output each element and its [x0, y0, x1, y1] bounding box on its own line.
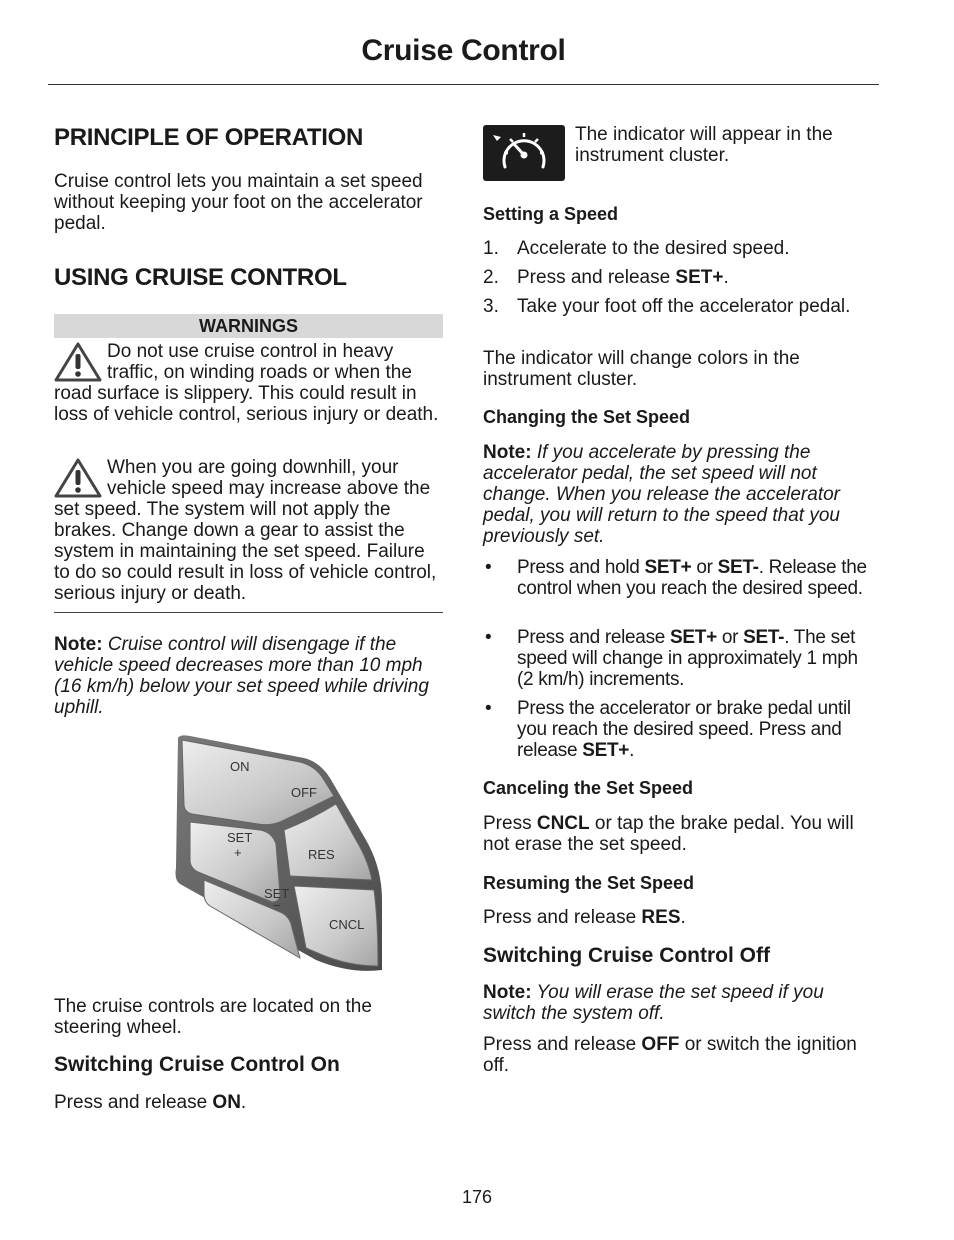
step-number: 3.	[483, 296, 499, 317]
list-item	[483, 267, 878, 289]
indicator-change-text: The indicator will change colors in the instrument cluster.	[483, 348, 800, 390]
set-plus-key-label: SET	[227, 830, 253, 845]
warning-triangle-icon	[54, 341, 107, 383]
setting-heading: Setting a Speed	[483, 204, 619, 224]
text-run: Press and release	[517, 627, 671, 648]
bullet-text	[517, 627, 878, 690]
switch-on-text	[54, 1092, 443, 1113]
text-run: or switch the ignition off.	[483, 1034, 857, 1076]
changing-heading: Changing the Set Speed	[483, 407, 691, 427]
text-run: .	[680, 907, 686, 928]
bullet: •	[485, 698, 492, 719]
note-1-text: Cruise control will disengage if the vehicle speed decreases more than 10 mph (16 km/h) below your set speed while driving uphill.	[54, 634, 429, 718]
note-label: Note:	[54, 634, 103, 655]
set-plus-key-ref: SET+	[670, 627, 717, 648]
step-text: Take your foot off the accelerator pedal.	[517, 296, 851, 317]
bullet: •	[485, 627, 492, 648]
set-minus-key-label: SET	[264, 886, 290, 901]
plus-sign: +	[234, 845, 242, 860]
warning-triangle-icon	[54, 457, 107, 499]
warning-2	[54, 457, 443, 604]
bullet-text	[517, 557, 878, 599]
text-run: .	[629, 740, 635, 761]
switch-off-text	[483, 1034, 878, 1076]
set-plus-key-ref: SET+	[582, 740, 630, 761]
location-text: The cruise controls are located on the steering wheel.	[54, 996, 372, 1038]
text-run: . Release the control when you reach the desired speed.	[517, 557, 867, 599]
text-run: .	[723, 267, 729, 288]
list-item	[483, 296, 878, 340]
cancel-text	[483, 813, 878, 855]
warnings-end-divider	[54, 612, 443, 613]
text-run: or tap the brake pedal. You will not erase the set speed.	[483, 813, 854, 855]
page-title: Cruise Control	[361, 34, 566, 67]
note-1	[54, 634, 443, 718]
text-run: Press and release	[483, 907, 642, 928]
off-key-ref: OFF	[641, 1034, 680, 1055]
set-minus-key-ref: SET-	[743, 627, 785, 648]
bullet-text	[517, 698, 878, 761]
off-key-label: OFF	[291, 785, 317, 800]
note-label: Note:	[483, 982, 532, 1003]
warning-1	[54, 341, 443, 425]
text-run: or	[716, 627, 744, 648]
step-text	[517, 267, 878, 288]
resuming-heading: Resuming the Set Speed	[483, 873, 695, 893]
text-run: Press and release	[54, 1092, 213, 1113]
cncl-key-label: CNCL	[329, 917, 365, 932]
switch-off-heading: Switching Cruise Control Off	[483, 944, 770, 967]
principle-text: Cruise control lets you maintain a set speed without keeping your foot on the accelerator pedal.	[54, 171, 423, 234]
note-3-text: You will erase the set speed if you switch the system off.	[483, 982, 824, 1024]
step-number: 2.	[483, 267, 499, 288]
set-plus-key-ref: SET+	[675, 267, 724, 288]
text-run: Press	[483, 813, 537, 834]
cruise-switch-illustration	[120, 730, 404, 976]
note-2-text: If you accelerate by pressing the accelerator pedal, the set speed will not change. When you release the accelerator pedal, you will return to the speed that you previously set.	[483, 442, 841, 547]
step-text: Accelerate to the desired speed.	[517, 238, 790, 259]
minus-sign: −	[273, 898, 281, 913]
principle-heading: PRINCIPLE OF OPERATION	[54, 124, 363, 151]
note-2	[483, 442, 878, 547]
set-minus-key-ref: SET-	[717, 557, 759, 578]
text-run: . The set speed will change in approximately 1 mph (2 km/h) increments.	[517, 627, 858, 690]
warnings-band: WARNINGS	[54, 314, 443, 338]
resume-text	[483, 907, 878, 928]
text-run: Press and release	[517, 267, 676, 288]
note-3	[483, 982, 878, 1024]
page-number: 176	[461, 1187, 493, 1207]
text-run: Press and hold	[517, 557, 645, 578]
text-run: Press and release	[483, 1034, 642, 1055]
cruise-indicator-icon	[483, 125, 565, 181]
text-run: .	[240, 1092, 247, 1113]
text-run: Press the accelerator or brake pedal until you reach the desired speed. Press and release	[517, 698, 851, 761]
step-number: 1.	[483, 238, 499, 259]
res-key-ref: RES	[641, 907, 681, 928]
set-plus-key-ref: SET+	[644, 557, 692, 578]
on-key-ref: ON	[212, 1092, 241, 1113]
list-item	[483, 238, 878, 260]
using-heading: USING CRUISE CONTROL	[54, 264, 347, 291]
bullet: •	[485, 557, 492, 578]
res-key-label: RES	[308, 847, 335, 862]
indicator-text: The indicator will appear in the instrument cluster.	[575, 124, 833, 166]
title-divider	[48, 84, 879, 85]
cncl-key-ref: CNCL	[536, 813, 590, 834]
warning-2-text: When you are going downhill, your vehicle speed may increase above the set speed. The system will not apply the brakes. Change down a gear to assist the system in maintaining the set speed. Failure to do so could result in loss of vehicle control, serious injury or death.	[54, 457, 437, 604]
note-label: Note:	[483, 442, 532, 463]
canceling-heading: Canceling the Set Speed	[483, 778, 694, 798]
text-run: or	[691, 557, 718, 578]
on-key-label: ON	[230, 759, 250, 774]
switch-on-heading: Switching Cruise Control On	[54, 1053, 340, 1076]
warning-1-text: Do not use cruise control in heavy traffic, on winding roads or when the road surface is slippery. This could result in loss of vehicle control, serious injury or death.	[54, 341, 439, 425]
